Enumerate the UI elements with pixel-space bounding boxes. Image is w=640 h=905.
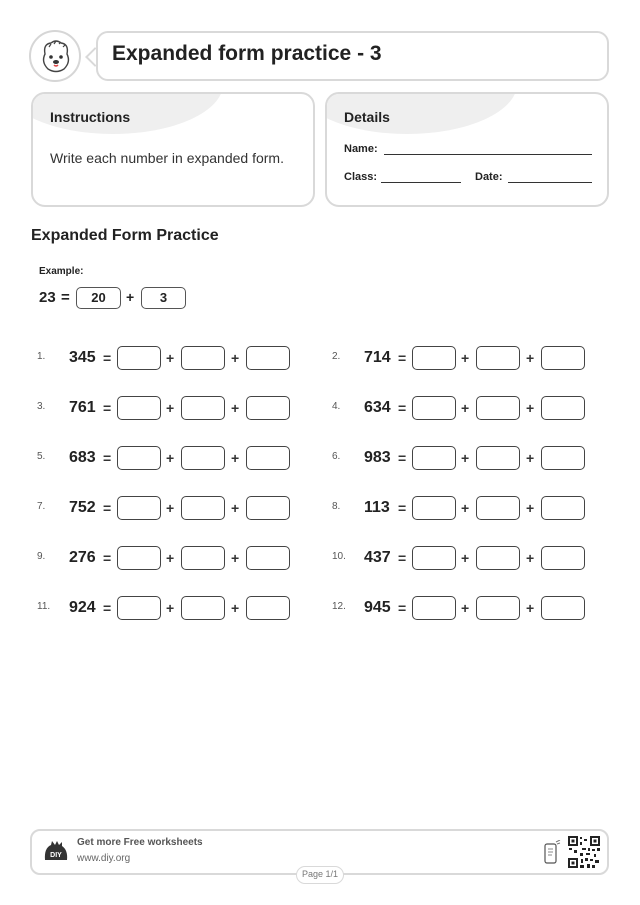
hundreds-answer-box[interactable]: [117, 396, 161, 420]
mascot-avatar: [29, 30, 81, 82]
plus-sign: +: [166, 400, 175, 416]
plus-sign: +: [461, 500, 470, 516]
date-label: Date:: [475, 171, 503, 183]
problem-index: 5.: [37, 451, 46, 462]
problem-equals: =: [103, 400, 112, 416]
problem-equals: =: [398, 550, 407, 566]
details-card: [325, 92, 609, 207]
ones-answer-box[interactable]: [541, 546, 585, 570]
plus-sign: +: [461, 600, 470, 616]
tens-answer-box[interactable]: [476, 496, 520, 520]
class-label: Class:: [344, 171, 378, 183]
class-field[interactable]: [381, 182, 461, 183]
problem-number: 752: [69, 499, 96, 516]
tens-answer-box[interactable]: [476, 546, 520, 570]
ones-answer-box[interactable]: [246, 546, 290, 570]
plus-sign: +: [526, 500, 535, 516]
instructions-text: Write each number in expanded form.: [50, 150, 284, 166]
ones-answer-box[interactable]: [541, 396, 585, 420]
plus-sign: +: [231, 350, 240, 366]
tens-answer-box[interactable]: [476, 396, 520, 420]
ones-answer-box[interactable]: [246, 496, 290, 520]
problem-index: 12.: [332, 601, 346, 612]
hundreds-answer-box[interactable]: [412, 496, 456, 520]
plus-sign: +: [461, 450, 470, 466]
plus-sign: +: [231, 600, 240, 616]
ones-answer-box[interactable]: [541, 496, 585, 520]
tens-answer-box[interactable]: [476, 446, 520, 470]
tens-answer-box[interactable]: [181, 546, 225, 570]
problem-number: 437: [364, 549, 391, 566]
problem-equals: =: [103, 600, 112, 616]
problem-index: 7.: [37, 501, 46, 512]
footer-url[interactable]: www.diy.org: [77, 853, 131, 864]
mascot-icon: [37, 38, 75, 76]
hundreds-answer-box[interactable]: [412, 396, 456, 420]
plus-sign: +: [231, 400, 240, 416]
problem-equals: =: [398, 500, 407, 516]
example-plus: +: [126, 289, 135, 305]
problem-number: 945: [364, 599, 391, 616]
problem-index: 4.: [332, 401, 341, 412]
ones-answer-box[interactable]: [246, 596, 290, 620]
instructions-card: [31, 92, 315, 207]
problem-index: 3.: [37, 401, 46, 412]
problem-number: 683: [69, 449, 96, 466]
problem-equals: =: [398, 350, 407, 366]
plus-sign: +: [166, 550, 175, 566]
page-indicator: Page 1/1: [296, 866, 344, 884]
logo-text: DIY: [50, 852, 62, 859]
tens-answer-box[interactable]: [181, 346, 225, 370]
problem-number: 634: [364, 399, 391, 416]
ones-answer-box[interactable]: [246, 396, 290, 420]
plus-sign: +: [526, 400, 535, 416]
hundreds-answer-box[interactable]: [412, 546, 456, 570]
hundreds-answer-box[interactable]: [412, 346, 456, 370]
date-field[interactable]: [508, 182, 592, 183]
plus-sign: +: [461, 350, 470, 366]
tens-answer-box[interactable]: [181, 496, 225, 520]
tens-answer-box[interactable]: [476, 596, 520, 620]
hundreds-answer-box[interactable]: [117, 596, 161, 620]
ones-answer-box[interactable]: [541, 596, 585, 620]
hundreds-answer-box[interactable]: [412, 596, 456, 620]
plus-sign: +: [231, 450, 240, 466]
hundreds-answer-box[interactable]: [117, 546, 161, 570]
name-field[interactable]: [384, 154, 592, 155]
example-number: 23: [39, 289, 56, 306]
problem-index: 1.: [37, 351, 46, 362]
problem-number: 345: [69, 349, 96, 366]
problem-number: 924: [69, 599, 96, 616]
hundreds-answer-box[interactable]: [117, 346, 161, 370]
problem-index: 2.: [332, 351, 341, 362]
problem-number: 714: [364, 349, 391, 366]
problem-index: 6.: [332, 451, 341, 462]
instructions-heading: Instructions: [50, 109, 131, 125]
ones-answer-box[interactable]: [246, 346, 290, 370]
problem-number: 276: [69, 549, 96, 566]
problem-number: 983: [364, 449, 391, 466]
section-title: Expanded Form Practice: [31, 227, 219, 244]
diy-logo-icon[interactable]: [43, 840, 69, 869]
plus-sign: +: [526, 450, 535, 466]
plus-sign: +: [231, 500, 240, 516]
plus-sign: +: [461, 400, 470, 416]
hundreds-answer-box[interactable]: [117, 446, 161, 470]
example-tens-box: 20: [76, 287, 121, 309]
example-label: Example:: [39, 266, 84, 277]
ones-answer-box[interactable]: [541, 346, 585, 370]
footer-promo-text: Get more Free worksheets: [77, 837, 203, 848]
problem-index: 9.: [37, 551, 46, 562]
problem-number: 761: [69, 399, 96, 416]
phone-scan-icon: [543, 840, 561, 871]
ones-answer-box[interactable]: [541, 446, 585, 470]
hundreds-answer-box[interactable]: [117, 496, 161, 520]
qr-code-icon: [568, 836, 600, 868]
problem-index: 10.: [332, 551, 346, 562]
plus-sign: +: [166, 450, 175, 466]
name-label: Name:: [344, 143, 378, 155]
tens-answer-box[interactable]: [181, 446, 225, 470]
problem-equals: =: [398, 600, 407, 616]
tens-answer-box[interactable]: [476, 346, 520, 370]
problem-index: 8.: [332, 501, 341, 512]
plus-sign: +: [166, 500, 175, 516]
ones-answer-box[interactable]: [246, 446, 290, 470]
problem-equals: =: [103, 550, 112, 566]
tens-answer-box[interactable]: [181, 596, 225, 620]
problem-equals: =: [398, 450, 407, 466]
problem-index: 11.: [37, 601, 51, 612]
plus-sign: +: [461, 550, 470, 566]
example-ones-box: 3: [141, 287, 186, 309]
problem-equals: =: [103, 350, 112, 366]
problem-equals: =: [398, 400, 407, 416]
plus-sign: +: [231, 550, 240, 566]
problem-number: 113: [364, 499, 390, 516]
plus-sign: +: [526, 350, 535, 366]
example-equals: =: [61, 289, 70, 306]
plus-sign: +: [526, 600, 535, 616]
plus-sign: +: [526, 550, 535, 566]
page-title: Expanded form practice - 3: [112, 42, 382, 65]
plus-sign: +: [166, 600, 175, 616]
tens-answer-box[interactable]: [181, 396, 225, 420]
problem-equals: =: [103, 500, 112, 516]
plus-sign: +: [166, 350, 175, 366]
details-heading: Details: [344, 109, 390, 125]
problem-equals: =: [103, 450, 112, 466]
hundreds-answer-box[interactable]: [412, 446, 456, 470]
